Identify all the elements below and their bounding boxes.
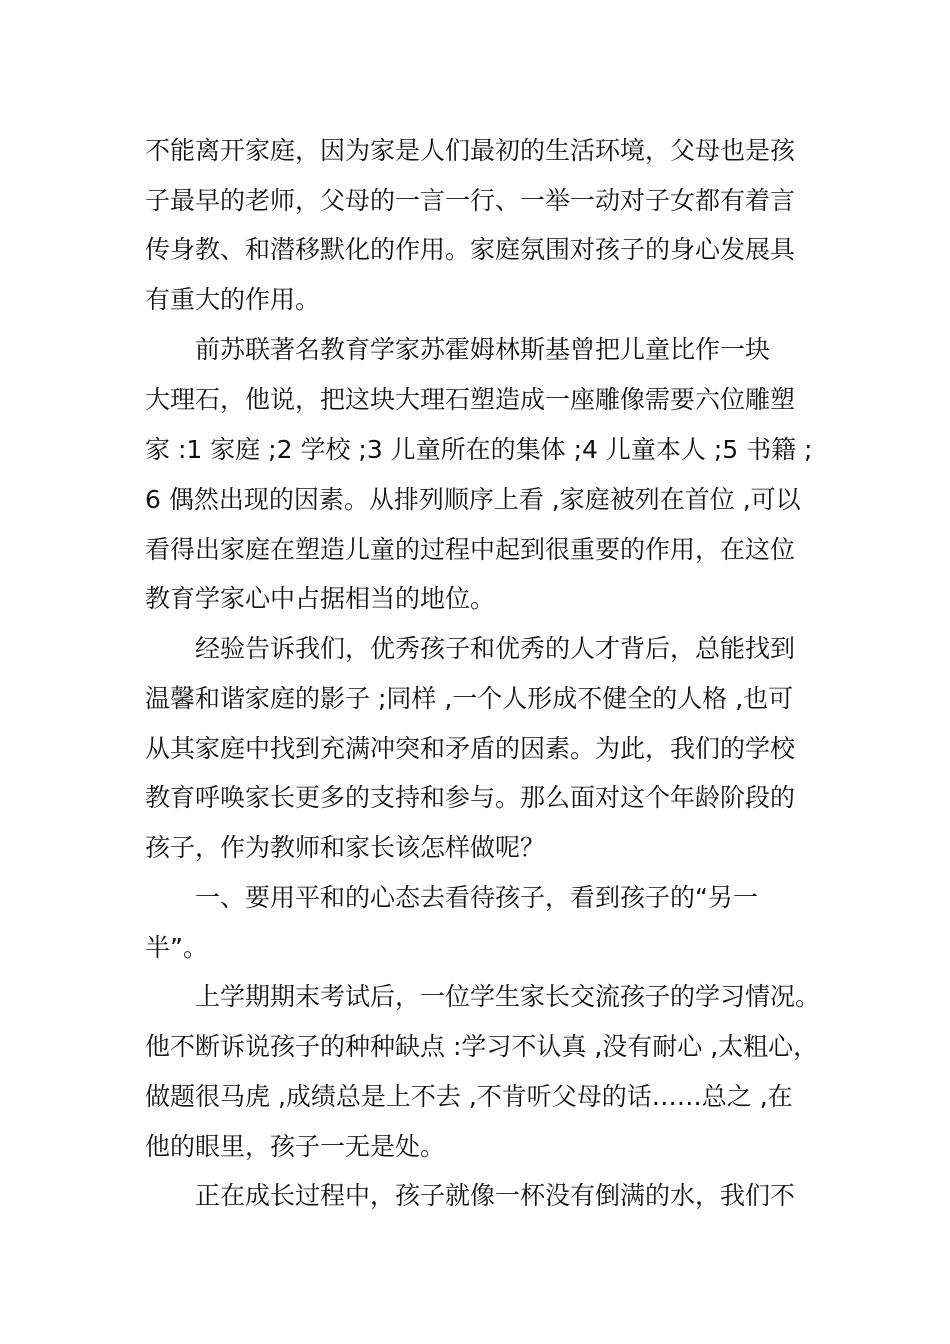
text-line: 教育学家心中占据相当的地位。 (145, 584, 496, 613)
paragraph-start-line: 经验告诉我们，优秀孩子和优秀的人才背后，总能找到 (195, 634, 796, 663)
text-line: 不能离开家庭，因为家是人们最初的生活环境，父母也是孩 (145, 136, 796, 165)
text-line: 传身教、和潜移默化的作用。家庭氛围对孩子的身心发展具 (145, 235, 796, 264)
paragraph-start-line: 正在成长过程中，孩子就像一杯没有倒满的水，我们不 (195, 1181, 796, 1210)
text-line: 有重大的作用。 (145, 285, 321, 314)
text-line: 大理石，他说，把这块大理石塑造成一座雕像需要六位雕塑 (145, 385, 796, 414)
text-line: 孩子，作为教师和家长该怎样做呢？ (145, 833, 546, 862)
text-line: 他不断诉说孩子的种种缺点 :学习不认真 ,没有耐心 ,太粗心， (145, 1032, 819, 1061)
text-line: 他的眼里，孩子一无是处。 (145, 1132, 446, 1161)
paragraph-start-line: 上学期期末考试后，一位学生家长交流孩子的学习情况。 (195, 982, 821, 1011)
paragraph-start-line: 前苏联著名教育学家苏霍姆林斯基曾把儿童比作一块 (195, 335, 771, 364)
text-line: 6 偶然出现的因素。从排列顺序上看 ,家庭被列在首位 ,可以 (145, 485, 801, 514)
section-heading-line: 一、要用平和的心态去看待孩子，看到孩子的“另一 (195, 883, 758, 912)
text-line: 教育呼唤家长更多的支持和参与。那么面对这个年龄阶段的 (145, 783, 796, 812)
text-line: 从其家庭中找到充满冲突和矛盾的因素。为此，我们的学校 (145, 734, 796, 763)
section-heading-line: 半”。 (145, 933, 208, 962)
text-line: 看得出家庭在塑造儿童的过程中起到很重要的作用，在这位 (145, 535, 796, 564)
text-line: 家 :1 家庭 ;2 学校 ;3 儿童所在的集体 ;4 儿童本人 ;5 书籍 ; (145, 435, 813, 464)
text-line: 子最早的老师，父母的一言一行、一举一动对子女都有着言 (145, 186, 796, 215)
text-line: 温馨和谐家庭的影子 ;同样 ,一个人形成不健全的人格 ,也可 (145, 684, 794, 713)
text-line: 做题很马虎 ,成绩总是上不去 ,不肯听父母的话……总之 ,在 (145, 1082, 793, 1111)
